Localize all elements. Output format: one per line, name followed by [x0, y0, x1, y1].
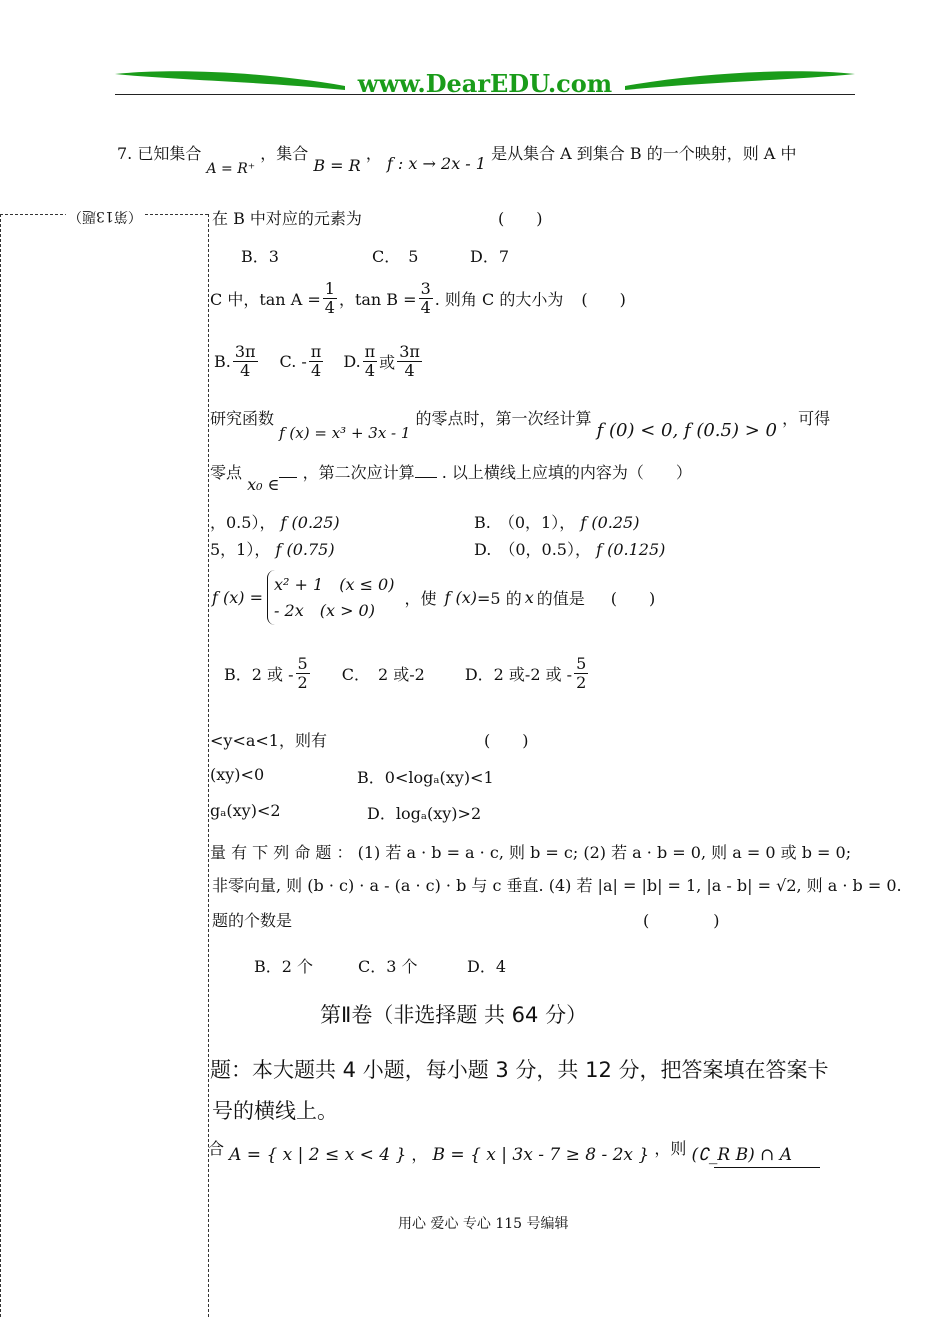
q7-prefix: 7. 已知集合	[117, 144, 202, 163]
q9-function: f (x) = x³ + 3x - 1	[279, 424, 411, 442]
q13-answer-blank[interactable]	[714, 1167, 820, 1168]
q11-option-c: gₐ(xy)<2	[210, 801, 281, 820]
q12-option-d: D．4	[467, 957, 507, 976]
q10-eq: =5 的	[477, 589, 522, 609]
q10-option-b: B．2 或 -	[224, 664, 294, 684]
q10-lead: f (x) =	[212, 588, 264, 608]
q10-option-c: C． 2 或-2	[341, 664, 425, 684]
q10-mid: ，使	[404, 589, 437, 609]
q12-option-b: B．2 个	[254, 957, 314, 976]
q8-prefix: C 中，tan A =	[210, 289, 321, 309]
q13-then: ，则	[654, 1139, 687, 1158]
q9-option-a: ，0.5）， f (0.25)	[210, 513, 340, 532]
q13-comma: ，	[411, 1145, 428, 1164]
q8-frac-3-4: $\frac{3}{4}$	[420, 279, 431, 317]
q9-blank-1	[279, 477, 297, 478]
binding-margin-left	[0, 214, 1, 1317]
q8-options	[214, 343, 424, 379]
q8-option-d-label: D.	[343, 351, 361, 371]
q13-set-b: B = { x | 3x - 7 ≥ 8 - 2x }	[432, 1145, 650, 1165]
q7-option-d: D．7	[470, 247, 510, 266]
q7-suffix: 是从集合 A 到集合 B 的一个映射，则 A 中	[491, 144, 797, 163]
logo-text: www.DearEDU.com	[357, 69, 613, 98]
side-label: （第13题）	[66, 207, 144, 227]
q10-stem	[212, 570, 655, 625]
q9-line2-end: . 以上横线上应填的内容为（ ）	[441, 463, 692, 482]
q8-option-d-or: 或	[379, 352, 396, 372]
q12-line2: 非零向量, 则 (b · c) · a - (a · c) · b 与 c 垂直. (4) 若 |a| = |b| = 1, |a - b| = √2, 则 a · b = 0.	[212, 876, 902, 895]
section-2-instruction-line2: 号的横线上。	[212, 1099, 338, 1123]
q11-paren: ( )	[484, 731, 529, 750]
footer-text: 用心 爱心 专心 115 号编辑	[398, 1216, 569, 1232]
q9-line2-mid: ，第二次应计算	[302, 463, 415, 482]
q7-comma: ，	[365, 144, 382, 163]
q10-options	[224, 655, 590, 691]
q9-line2-prefix: 零点	[210, 463, 243, 482]
q9-x0: x₀ ∈	[247, 475, 280, 494]
q13-stem	[208, 1139, 793, 1165]
q9-line1	[210, 406, 831, 442]
q8-option-d-frac-2: $\frac{3\pi}{4}$	[399, 342, 420, 380]
q7-line2: 在 B 中对应的元素为	[212, 209, 362, 228]
q9-blank-2	[415, 477, 437, 478]
q7-set-a: A = R⁺	[206, 161, 256, 177]
header-logo	[115, 62, 855, 102]
q10-option-d: D．2 或-2 或 -	[464, 664, 573, 684]
q8-paren: ( )	[581, 289, 626, 309]
q8-mid: ，tan B =	[338, 289, 417, 309]
q7-paren: ( )	[498, 209, 543, 228]
q12-paren: ( )	[643, 911, 720, 930]
q7-option-c: C． 5	[372, 247, 419, 266]
q12-line1: 量 有 下 列 命 题 ： (1) 若 a · b = a · c, 则 b = c; (2) 若 a · b = 0, 则 a = 0 或 b = 0;	[210, 843, 852, 862]
q7-mid: ，集合	[260, 144, 309, 163]
q7-line1	[117, 141, 797, 177]
q10-fx: f (x)	[444, 588, 478, 608]
q9-mid: 的零点时，第一次经计算	[415, 409, 592, 428]
q8-option-c-frac: $\frac{\pi}{4}$	[310, 342, 322, 380]
q8-suffix: . 则角 C 的大小为	[434, 289, 564, 309]
q8-stem	[210, 280, 626, 316]
header-rule	[115, 94, 855, 95]
q8-option-c-label: C. -	[279, 351, 307, 371]
q11-option-d: D．logₐ(xy)>2	[367, 804, 482, 823]
q12-line3: 题的个数是	[212, 911, 293, 930]
q9-option-b: B. （0，1）， f (0.25)	[474, 513, 640, 532]
q8-option-b-frac: $\frac{3\pi}{4}$	[234, 342, 256, 380]
q10-option-b-frac: $\frac{5}{2}$	[297, 654, 308, 692]
q10-piecewise	[267, 570, 400, 625]
q10-case-1: x² + 1 (x ≤ 0)	[274, 575, 395, 594]
q11-option-b: B．0<logₐ(xy)<1	[357, 768, 494, 787]
q13-set-a: A = { x | 2 ≤ x < 4 }	[229, 1145, 407, 1165]
q10-x: x	[524, 588, 534, 608]
q8-frac-1-4: $\frac{1}{4}$	[324, 279, 335, 317]
q7-set-b: B = R	[313, 156, 361, 175]
q10-paren: ( )	[610, 589, 656, 609]
q9-line2	[210, 460, 692, 494]
q11-stem: <y<a<1，则有	[210, 731, 327, 750]
q7-option-b: B．3	[241, 247, 279, 266]
q8-option-d-frac-1: $\frac{\pi}{4}$	[364, 342, 376, 380]
q13-prefix: 合	[208, 1139, 225, 1158]
q13-expr: (∁_R B) ∩ A	[691, 1145, 793, 1165]
section-2-title: 第Ⅱ卷（非选择题 共 64 分）	[320, 1003, 588, 1027]
q9-option-c: 5，1）， f (0.75)	[210, 540, 335, 559]
q12-option-c: C．3 个	[358, 957, 418, 976]
logo-swoosh-graphic	[115, 62, 855, 102]
q11-option-a: (xy)<0	[210, 765, 265, 784]
q9-option-d: D. （0，0.5）， f (0.125)	[474, 540, 666, 559]
q9-prefix: 研究函数	[210, 409, 275, 428]
section-2-instruction-line1: 题：本大题共 4 小题，每小题 3 分，共 12 分，把答案填在答案卡	[210, 1058, 829, 1082]
q8-option-b-label: B.	[214, 351, 231, 371]
q10-suffix: 的值是	[536, 589, 585, 609]
q7-map: f : x → 2x - 1	[386, 154, 486, 173]
q9-suffix: ，可得	[782, 409, 831, 428]
q10-case-2: - 2x (x > 0)	[274, 600, 375, 620]
q9-calc: f (0) < 0, f (0.5) > 0	[596, 420, 777, 441]
q10-option-d-frac: $\frac{5}{2}$	[576, 654, 587, 692]
